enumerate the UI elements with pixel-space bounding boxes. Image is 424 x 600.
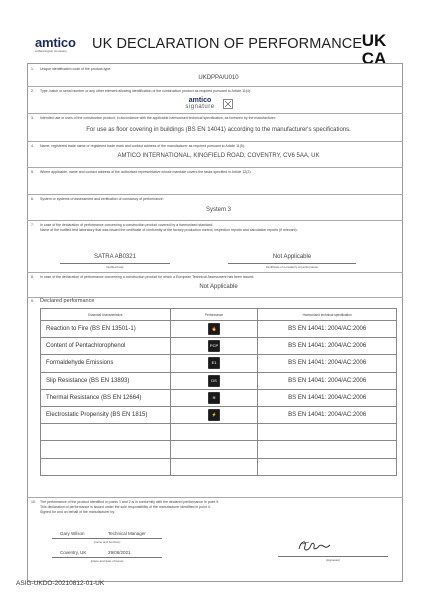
divider <box>27 141 403 142</box>
signature-caption: (signature) <box>325 558 341 562</box>
signature-brand-sub: signature <box>185 104 215 110</box>
issue-place: Coventry, UK <box>60 550 87 555</box>
table-row <box>41 372 397 389</box>
section-8-number: 8. <box>31 275 34 279</box>
divider <box>27 497 403 498</box>
thermal-icon: ≋ <box>208 392 220 404</box>
row-specification: BS EN 14041: 2004/AC:2006 <box>258 372 397 389</box>
section-10-line-3: Signed for and on behalf of the manufacturer by: <box>40 510 116 514</box>
row-specification: BS EN 14041: 2004/AC:2006 <box>258 338 397 355</box>
notified-body-caption: Notified body <box>106 265 124 269</box>
section-4-label: Name, registered trade name or registered trade mark and contact address of the manufacturer as required pursuant to Article 11(5): <box>40 144 245 148</box>
certificate-value: Not Applicable <box>272 254 312 260</box>
row-characteristic <box>41 458 171 475</box>
section-8-label: In case of the declaration of performance concerning a construction product for which a European Technical Assessment has been issued: <box>40 275 254 279</box>
header-performance: Performance <box>170 309 258 321</box>
section-9-number: 9. <box>31 299 34 303</box>
section-5-label: Where applicable, name and contact address of the authorised representative whose mandate covers the tasks specified in Article 12(2): <box>40 170 252 174</box>
certificate-caption: Certificate of constancy of performance <box>265 265 319 269</box>
name-caption: (name and function) <box>93 540 121 544</box>
section-6-number: 6. <box>31 197 34 201</box>
section-7-label: In case of the declaration of performance concerning a construction product covered by a harmonised standard: <box>40 223 213 227</box>
row-characteristic: Reaction to Fire (BS EN 13501-1) <box>41 321 171 338</box>
handwritten-signature-icon <box>296 537 332 555</box>
section-3-label: Intended use or uses of the construction product, in accordance with the applicable harmonised technical specification, as foreseen by the manufacturer: <box>40 116 276 120</box>
section-9-label: Declared performance <box>40 298 95 304</box>
pcp-icon: PCP <box>208 340 220 352</box>
brand-sub: a Mannington Company <box>35 49 67 53</box>
row-specification <box>258 441 397 458</box>
page-title: UK DECLARATION OF PERFORMANCE <box>92 36 363 52</box>
section-3-value: For use as floor covering in buildings (BS EN 14041) according to the manufacturer's specifications. <box>86 127 351 133</box>
notified-body-line <box>60 263 170 264</box>
row-characteristic: Thermal Resistance (BS EN 12664) <box>41 389 171 406</box>
section-2-label: Type, batch or serial number or any other element allowing identification of the construction product as required pursuant to Article 11(4): <box>40 89 252 93</box>
section-1-value: UKDPPA/U010 <box>198 75 239 81</box>
row-performance <box>170 424 258 441</box>
row-specification <box>258 458 397 475</box>
amtico-logo <box>35 36 76 53</box>
fire-icon: 🔥 <box>208 323 220 335</box>
issue-date: 29/06/2021 <box>108 550 131 555</box>
place-date-line <box>52 557 162 558</box>
notified-body-value: SATRA AB0321 <box>94 254 136 260</box>
section-10-number: 10. <box>31 500 36 504</box>
signature-emblem-icon <box>223 99 233 109</box>
ukca-mark-icon <box>356 30 392 66</box>
row-performance <box>170 441 258 458</box>
signer-title: Technical Manager <box>108 531 146 536</box>
row-characteristic: Slip Resistance (BS EN 13893) <box>41 372 171 389</box>
table-row <box>41 338 397 355</box>
section-4-value: AMTICO INTERNATIONAL, KINGFIELD ROAD, COVENTRY, CV6 5AA, UK <box>117 153 320 159</box>
section-10-line-2: This declaration of performance is issued under the sole responsibility of the manufacturer identified in point 4. <box>40 505 211 509</box>
section-7-label-2: Name of the notified test laboratory that was issued the certificate of conformity of the factory production control, inspection reports and calculation reports (if relevant): <box>40 228 298 232</box>
electrostatic-icon: ⚡ <box>208 409 220 421</box>
section-1-label: Unique identification code of the product-type: <box>40 67 112 71</box>
divider <box>27 167 403 168</box>
header-essential-characteristics: Essential characteristics <box>41 309 171 321</box>
row-characteristic <box>41 441 171 458</box>
section-8-value: Not Applicable <box>199 284 238 290</box>
divider <box>27 86 403 87</box>
divider <box>27 272 403 273</box>
name-line <box>52 538 162 539</box>
certificate-line <box>228 263 356 264</box>
section-3-number: 3. <box>31 116 34 120</box>
ukca-line-2: CA <box>361 49 387 66</box>
signature-line <box>278 556 388 557</box>
section-6-value: System 3 <box>205 207 231 213</box>
section-7-number: 7. <box>31 223 34 227</box>
table-header-row <box>41 309 397 321</box>
row-specification: BS EN 14041: 2004/AC:2006 <box>258 321 397 338</box>
table-row <box>41 321 397 338</box>
section-1-number: 1. <box>31 67 34 71</box>
row-characteristic: Electrostatic Propensity (BS EN 1815) <box>41 406 171 423</box>
section-10-line-1: The performance of the product identified in points 1 and 2 is in conformity with the declared performance in point 9. <box>40 500 220 504</box>
ukca-line-1: UK <box>361 31 387 50</box>
signer-name: Gary Wilson <box>60 531 85 536</box>
slip-icon: DS <box>208 375 220 387</box>
row-characteristic <box>41 424 171 441</box>
table-row <box>41 441 397 458</box>
header-specification: Harmonised technical specification <box>258 309 397 321</box>
table-row <box>41 458 397 475</box>
performance-table <box>40 308 397 476</box>
row-specification: BS EN 14041: 2004/AC:2006 <box>258 406 397 423</box>
row-performance <box>170 458 258 475</box>
divider <box>27 194 403 195</box>
table-row <box>41 406 397 423</box>
e1-icon: E1 <box>208 357 220 369</box>
divider <box>27 220 403 221</box>
section-4-number: 4. <box>31 144 34 148</box>
table-row <box>41 389 397 406</box>
section-2-number: 2. <box>31 89 34 93</box>
row-specification: BS EN 14041: 2004/AC:2006 <box>258 389 397 406</box>
row-specification: BS EN 14041: 2004/AC:2006 <box>258 355 397 372</box>
brand-name: amtico <box>35 35 76 50</box>
row-characteristic: Content of Pentachlorophenol <box>41 338 171 355</box>
signature-brand-name: amtico <box>188 97 212 104</box>
divider <box>27 113 403 114</box>
table-row <box>41 424 397 441</box>
row-characteristic: Formaldehyde Emissions <box>41 355 171 372</box>
place-caption: (place and date of issue) <box>90 559 124 563</box>
row-specification <box>258 424 397 441</box>
amtico-signature-brand <box>180 97 220 111</box>
document-code: ASIG-UKDO-20210812-01-UK <box>16 580 105 587</box>
section-6-label: System or systems of assessment and verification of constancy of performance: <box>40 197 164 201</box>
section-5-number: 5. <box>31 170 34 174</box>
table-row <box>41 355 397 372</box>
